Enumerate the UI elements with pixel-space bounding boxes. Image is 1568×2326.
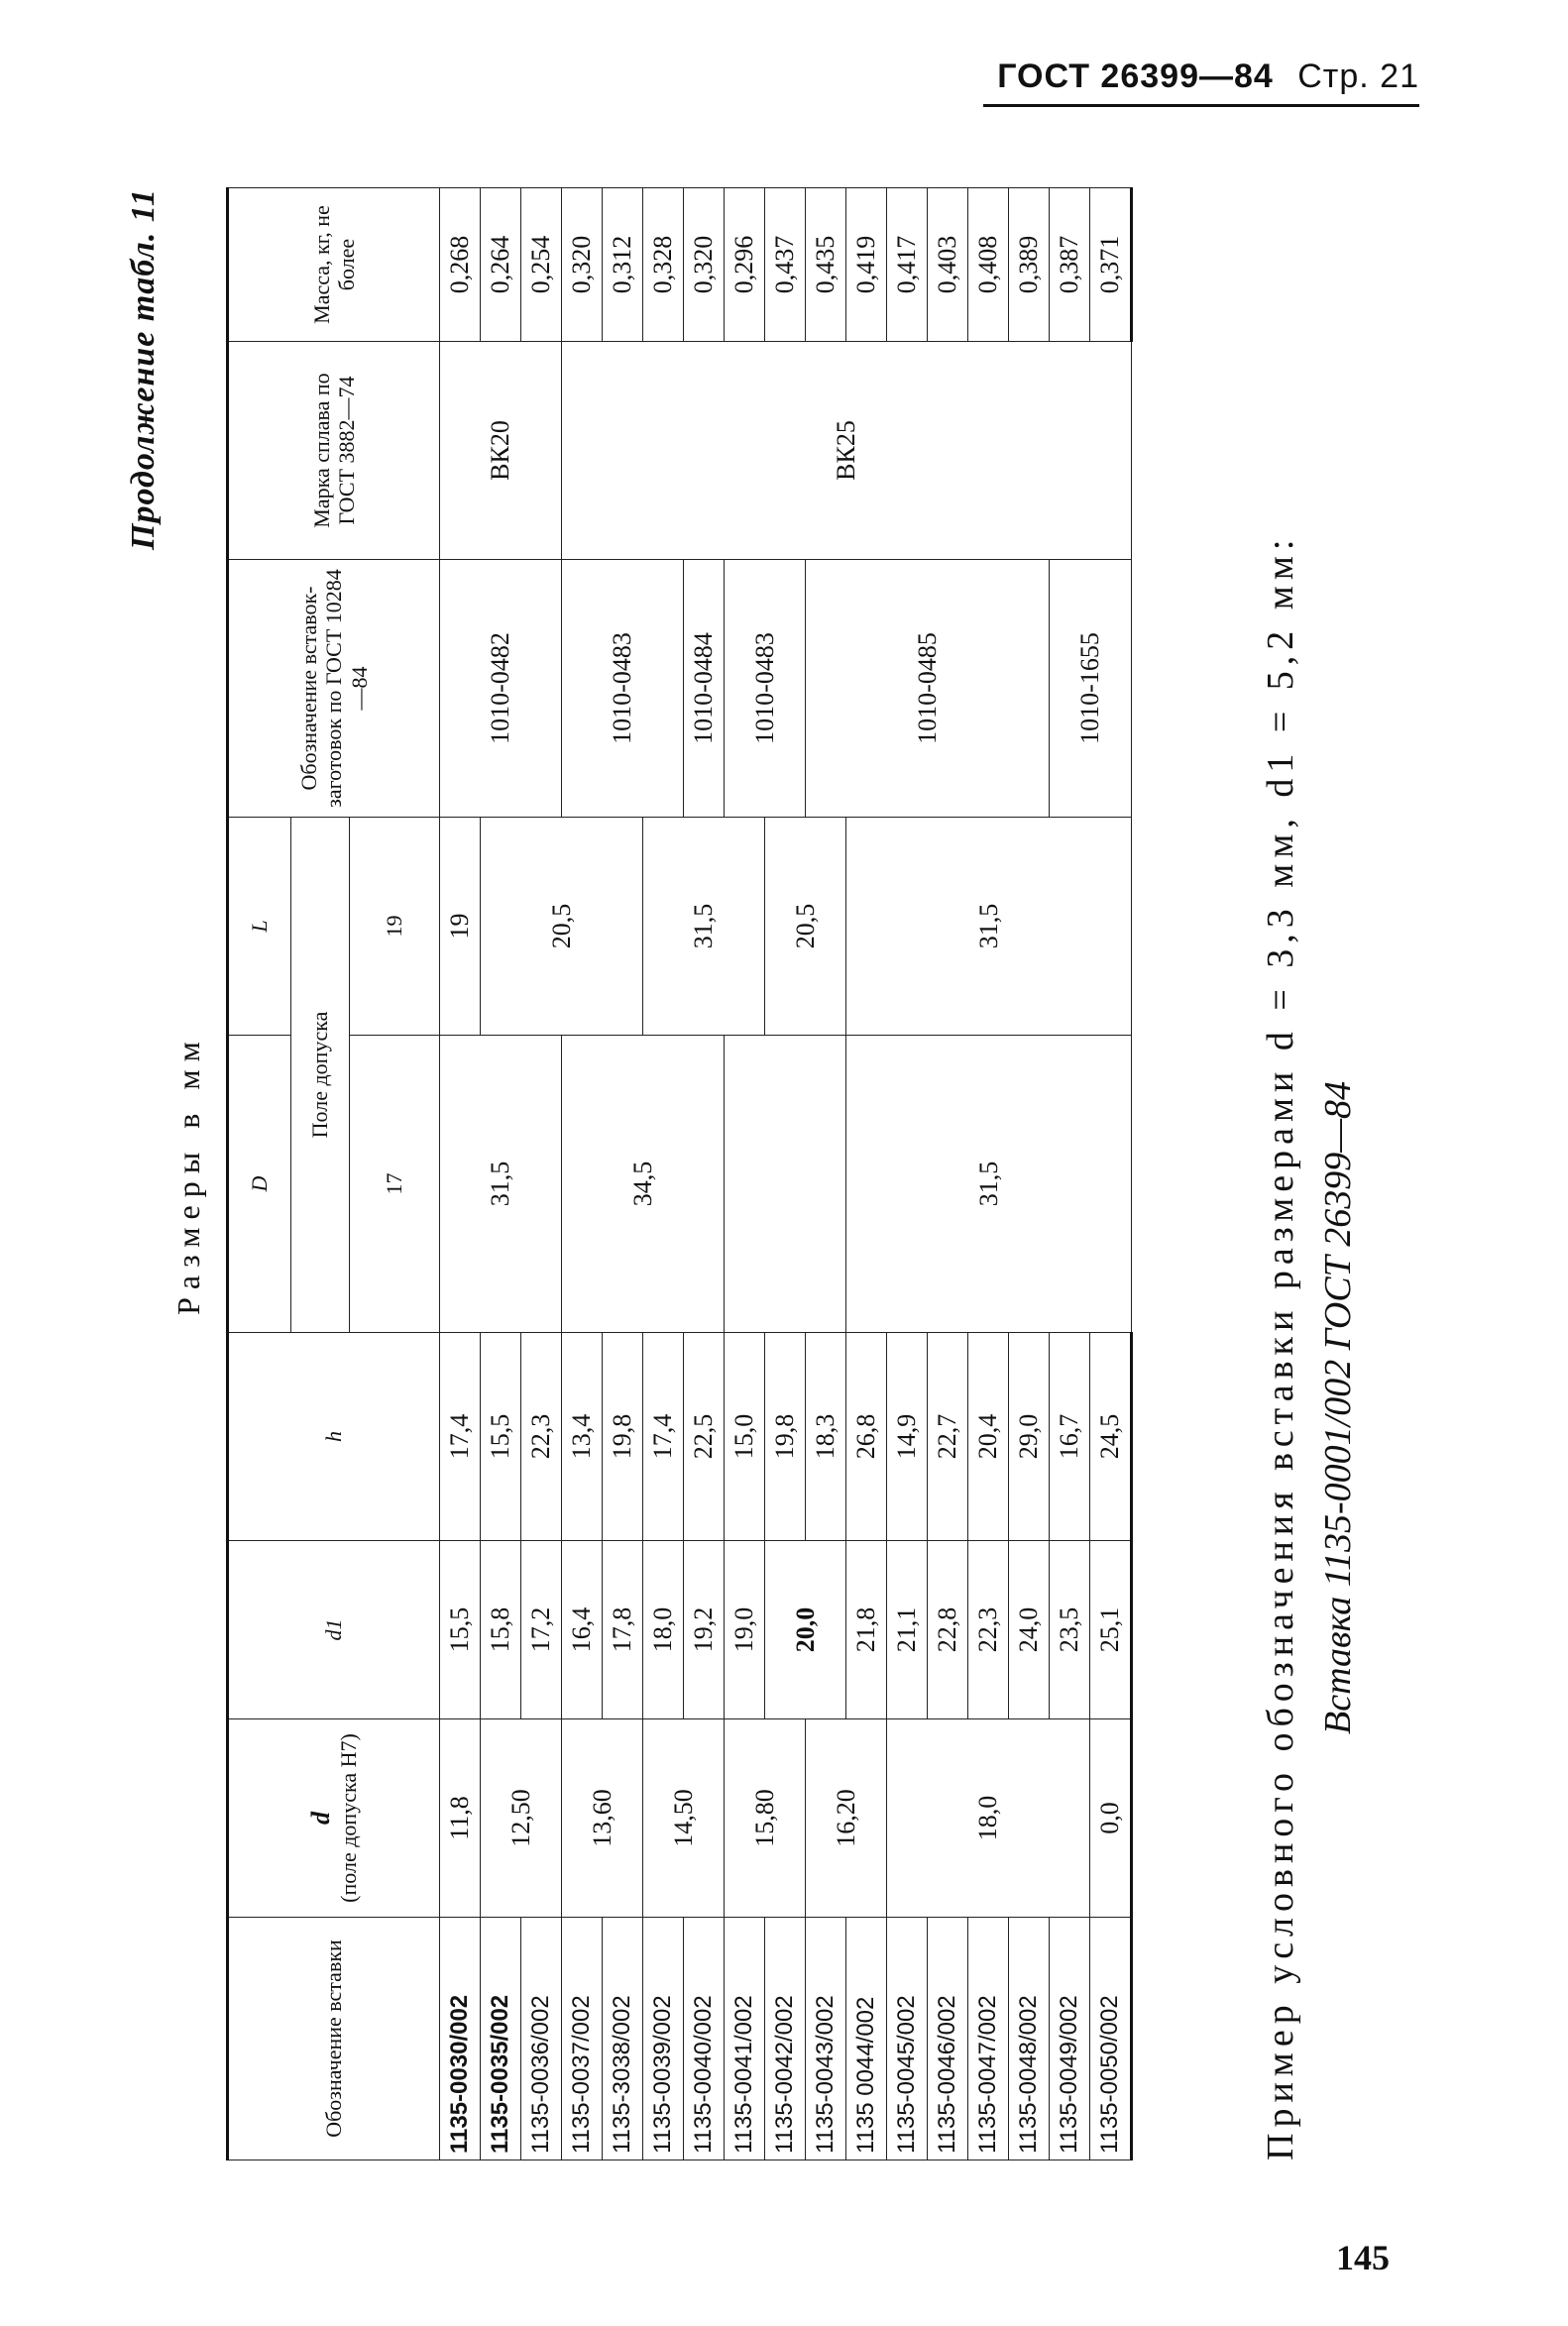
cell-d1: 19,2 — [684, 1541, 725, 1719]
cell-mass: 0,371 — [1090, 188, 1132, 342]
cell-h: 13,4 — [562, 1333, 603, 1541]
cell-mass: 0,417 — [887, 188, 928, 342]
cell-L: 31,5 — [846, 818, 1132, 1036]
cell-d1: 21,1 — [887, 1541, 928, 1719]
col-tolerance-field: Поле допуска — [291, 818, 350, 1333]
cell-mass: 0,268 — [440, 188, 481, 342]
cell-mass: 0,312 — [603, 188, 643, 342]
cell-mass: 0,328 — [643, 188, 684, 342]
cell-mass: 0,264 — [481, 188, 521, 342]
col-blank: Обозначение вставок-заготовок по ГОСТ 10284—84 — [228, 560, 440, 818]
cell-h: 16,7 — [1050, 1333, 1090, 1541]
cell-h: 19,8 — [765, 1333, 806, 1541]
cell-h: 15,5 — [481, 1333, 521, 1541]
table-row — [562, 188, 603, 2160]
cell-D: 31,5 — [440, 1036, 562, 1333]
cell-d1: 16,4 — [562, 1541, 603, 1719]
cell-mass: 0,254 — [521, 188, 562, 342]
cell-L: 19 — [440, 818, 481, 1036]
col-d1: d1 — [228, 1541, 440, 1719]
rotated-table-area — [119, 188, 1398, 2160]
cell-L: 20,5 — [481, 818, 643, 1036]
spec-table — [226, 187, 1133, 2160]
cell-h: 22,3 — [521, 1333, 562, 1541]
cell-designation: 1135-0043/002 — [806, 1918, 846, 2160]
cell-designation: 1135-0046/002 — [928, 1918, 968, 2160]
cell-mass: 0,320 — [562, 188, 603, 342]
cell-blank: 1010-0484 — [684, 560, 725, 818]
cell-d: 13,60 — [562, 1719, 643, 1918]
cell-h: 17,4 — [643, 1333, 684, 1541]
cell-mass: 0,403 — [928, 188, 968, 342]
cell-d1: 25,1 — [1090, 1541, 1132, 1719]
col-d-symbol: d — [306, 1812, 336, 1825]
col-L: L — [228, 818, 291, 1036]
cell-d1: 22,8 — [928, 1541, 968, 1719]
cell-d1: 18,0 — [643, 1541, 684, 1719]
cell-h: 26,8 — [846, 1333, 887, 1541]
cell-d1: 20,0 — [765, 1541, 846, 1719]
cell-L: 20,5 — [765, 818, 846, 1036]
cell-mass: 0,320 — [684, 188, 725, 342]
cell-mass: 0,419 — [846, 188, 887, 342]
cell-alloy: ВК25 — [562, 342, 1132, 560]
col-L-tolerance: 19 — [350, 818, 440, 1036]
cell-designation: 1135-0039/002 — [643, 1918, 684, 2160]
col-mass: Масса, кг, не более — [228, 188, 440, 342]
col-designation: Обозначение вставки — [228, 1918, 440, 2160]
cell-blank: 1010-0483 — [725, 560, 806, 818]
page-header — [983, 57, 1419, 107]
cell-h: 15,0 — [725, 1333, 765, 1541]
cell-designation: 1135-0050/002 — [1090, 1918, 1132, 2160]
cell-alloy: ВК20 — [440, 342, 562, 560]
cell-d: 14,50 — [643, 1719, 725, 1918]
col-h: h — [228, 1333, 440, 1541]
cell-h: 22,7 — [928, 1333, 968, 1541]
designation-example: Пример условного обозначения вставки размерами d = 3,3 мм, d1 = 5,2 мм: — [1260, 533, 1301, 2160]
col-D: D — [228, 1036, 291, 1333]
cell-d: 16,20 — [806, 1719, 887, 1918]
cell-D-empty — [725, 1036, 846, 1333]
table-row — [440, 188, 481, 2160]
cell-h: 18,3 — [806, 1333, 846, 1541]
cell-mass: 0,437 — [765, 188, 806, 342]
cell-designation: 1135-0040/002 — [684, 1918, 725, 2160]
cell-d1: 24,0 — [1009, 1541, 1050, 1719]
cell-h: 24,5 — [1090, 1333, 1132, 1541]
cell-mass: 0,296 — [725, 188, 765, 342]
cell-d: 12,50 — [481, 1719, 562, 1918]
cell-h: 19,8 — [603, 1333, 643, 1541]
cell-mass: 0,408 — [968, 188, 1009, 342]
cell-designation: 1135-0041/002 — [725, 1918, 765, 2160]
cell-designation: 1135-0042/002 — [765, 1918, 806, 2160]
designation-example-code: Вставка 1135-0001/002 ГОСТ 26399—84 — [1317, 1080, 1359, 1734]
col-D-tolerance: 17 — [350, 1036, 440, 1333]
cell-d1: 22,3 — [968, 1541, 1009, 1719]
standard-number: ГОСТ 26399—84 — [997, 57, 1274, 95]
cell-designation: 1135-0037/002 — [562, 1918, 603, 2160]
cell-h: 22,5 — [684, 1333, 725, 1541]
cell-D: 34,5 — [562, 1036, 725, 1333]
continuation-label: Продолжение табл. 11 — [125, 188, 162, 550]
cell-h: 14,9 — [887, 1333, 928, 1541]
cell-L: 31,5 — [643, 818, 765, 1036]
cell-designation: 1135-0036/002 — [521, 1918, 562, 2160]
cell-d: 15,80 — [725, 1719, 806, 1918]
page-label: Стр. 21 — [1297, 57, 1419, 95]
cell-blank: 1010-0485 — [806, 560, 1050, 818]
cell-d1: 17,2 — [521, 1541, 562, 1719]
cell-d1: 19,0 — [725, 1541, 765, 1719]
cell-mass: 0,389 — [1009, 188, 1050, 342]
cell-d1: 23,5 — [1050, 1541, 1090, 1719]
cell-designation: 1135-3038/002 — [603, 1918, 643, 2160]
cell-h: 17,4 — [440, 1333, 481, 1541]
cell-designation: 1135-0049/002 — [1050, 1918, 1090, 2160]
cell-d1: 15,8 — [481, 1541, 521, 1719]
cell-designation: 1135-0035/002 — [481, 1918, 521, 2160]
cell-d: 18,0 — [887, 1719, 1090, 1918]
cell-d: 0,0 — [1090, 1719, 1132, 1918]
col-d — [228, 1719, 440, 1918]
col-d-sub: (поле допуска H7) — [336, 1733, 362, 1903]
cell-designation: 1135-0047/002 — [968, 1918, 1009, 2160]
cell-blank: 1010-0483 — [562, 560, 684, 818]
cell-d1: 17,8 — [603, 1541, 643, 1719]
cell-blank: 1010-1655 — [1050, 560, 1132, 818]
cell-h: 20,4 — [968, 1333, 1009, 1541]
cell-h: 29,0 — [1009, 1333, 1050, 1541]
cell-d1: 21,8 — [846, 1541, 887, 1719]
sizes-caption: Размеры в мм — [170, 1034, 206, 1315]
page-number: 145 — [1336, 2238, 1390, 2277]
cell-d: 11,8 — [440, 1719, 481, 1918]
cell-D: 31,5 — [846, 1036, 1132, 1333]
cell-designation: 1135 0044/002 — [846, 1918, 887, 2160]
cell-designation: 1135-0048/002 — [1009, 1918, 1050, 2160]
cell-mass: 0,435 — [806, 188, 846, 342]
cell-designation: 1135-0045/002 — [887, 1918, 928, 2160]
cell-blank: 1010-0482 — [440, 560, 562, 818]
cell-d1: 15,5 — [440, 1541, 481, 1719]
cell-mass: 0,387 — [1050, 188, 1090, 342]
col-alloy: Марка сплава по ГОСТ 3882—74 — [228, 342, 440, 560]
cell-designation: 1135-0030/002 — [440, 1918, 481, 2160]
